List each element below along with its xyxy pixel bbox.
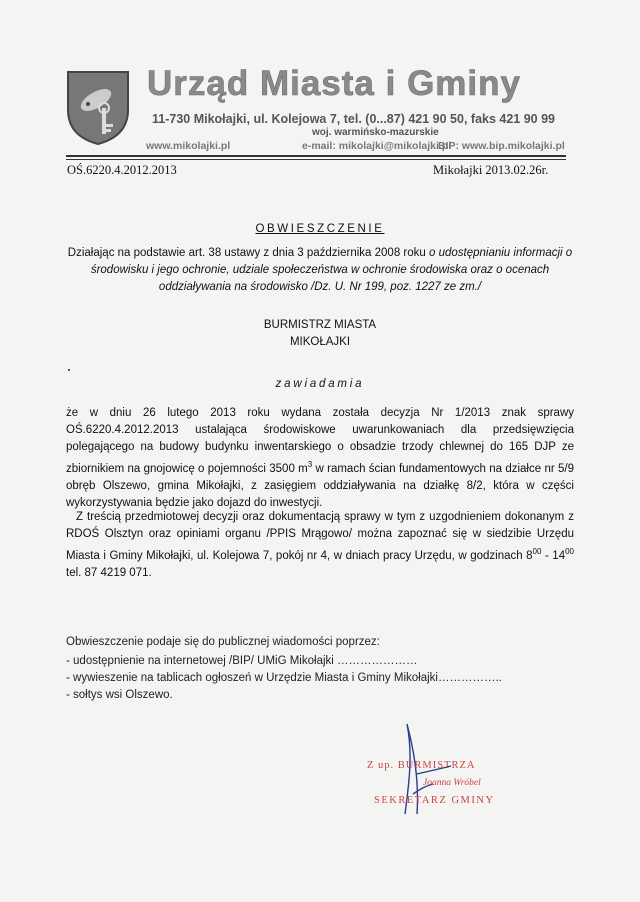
hours-separator: - 14 — [541, 549, 566, 562]
stamp-role: SEKRETARZ GMINY — [374, 795, 495, 806]
office-email: e-mail: mikolajki@mikolajki.pl — [302, 140, 452, 152]
decision-paragraph — [66, 405, 574, 512]
stamp-title: Z up. BURMISTRZA — [367, 760, 476, 771]
decision-text-cont: w ramach ścian fundamentowych na działce nr 5/9 obręb Olszewo, gmina Mikołajki, z zasięgiem oddziaływania na działkę 8/2, która w części wykorzystywania będzie jako dojazd do inwestycji. — [66, 462, 574, 509]
legal-act-title: o udostępnianiu informacji o środowisku i jego ochronie, udziale społeczeństwa w ochronie środowiska oraz o ocenach oddziaływania na środowisko /Dz. U. Nr 199, poz. 1227 ze zm./ — [90, 247, 573, 293]
phone-number: tel. 87 4219 071. — [66, 566, 152, 579]
cubic-superscript: 3 — [307, 460, 313, 469]
access-paragraph — [66, 509, 574, 582]
letterhead-rule-thin — [66, 159, 566, 160]
authority-town: MIKOŁAJKI — [289, 336, 351, 348]
office-bip-link: BIP: www.bip.mikolajki.pl — [438, 140, 565, 152]
authority-title: BURMISTRZ MIASTA — [263, 319, 377, 331]
issuing-authority — [0, 317, 640, 351]
place-date: Mikołajki 2013.02.26r. — [433, 163, 549, 177]
office-address: 11-730 Mikołajki, ul. Kolejowa 7, tel. (0...87) 421 90 50, faks 421 90 99 — [152, 112, 556, 126]
announcement-verb: zawiadamia — [275, 378, 365, 390]
office-name: Urząd Miasta i Gminy — [147, 64, 521, 103]
publication-list — [66, 653, 502, 704]
access-text: Z treścią przedmiotowej decyzji oraz dokumentacją sprawy w tym z uzgodnieniem dokonanym z RDOŚ Olsztyn oraz opiniami organu /PPIS Mrągowo/ można zapoznać się w siedzibie Urzędu Miasta i Gminy Mikołajki, ul. Kolejowa 7, pokój nr 4, w dniach pracy Urzędu, w godzinach 8 — [66, 511, 574, 562]
office-website-link: www.mikolajki.pl — [146, 140, 231, 152]
decision-text: że w dniu 26 lutego 2013 roku wydana została decyzja Nr 1/2013 znak sprawy OŚ.6220.4.2012.2013 ustalająca środowiskowe uwarunkowaniach dla przedsięwzięcia polegającego na budowy budynku inwentarskiego o obsadzie trzody chlewnej do 165 DJP ze zbiornikiem na gnojowicę o pojemności 3500 m — [66, 407, 574, 475]
letterhead-rule — [66, 155, 566, 157]
legal-basis-paragraph — [66, 245, 574, 296]
office-region: woj. warmińsko-mazurskie — [312, 127, 439, 138]
list-item: - udostępnienie na internetowej /BIP/ UMiG Mikołajki ………………… — [66, 655, 418, 667]
scan-speck — [68, 369, 70, 371]
list-item: - wywieszenie na tablicach ogłoszeń w Urzędzie Miasta i Gminy Mikołajki…………….. — [66, 672, 502, 684]
legal-basis-text: Działając na podstawie art. 38 ustawy z dnia 3 października 2008 roku — [67, 247, 429, 259]
hours-superscript-end: 00 — [565, 547, 575, 556]
hours-superscript-start: 00 — [532, 547, 542, 556]
crest-icon — [66, 70, 130, 146]
notice-title: OBWIESZCZENIE — [255, 223, 385, 235]
list-item: - sołtys wsi Olszewo. — [66, 689, 173, 701]
publication-intro: Obwieszczenie podaje się do publicznej wiadomości poprzez: — [66, 636, 380, 648]
case-number: OŚ.6220.4.2012.2013 — [67, 163, 177, 177]
stamp-name: Joanna Wróbel — [423, 778, 481, 788]
